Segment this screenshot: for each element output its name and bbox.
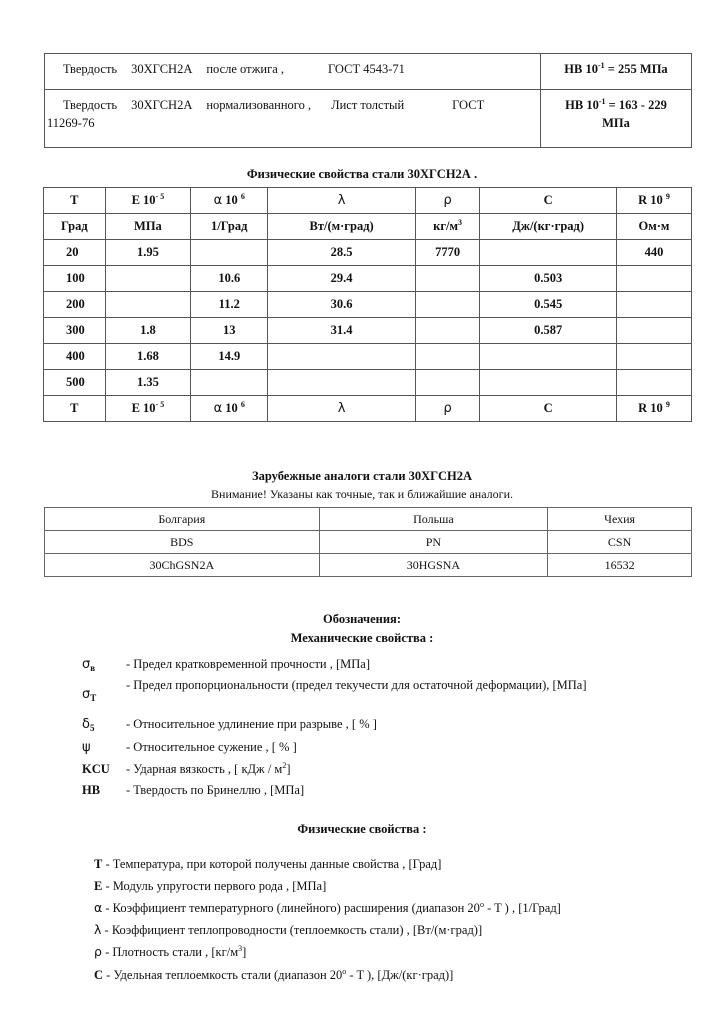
desc-exp: 2	[282, 761, 287, 770]
header-T: T	[44, 188, 106, 214]
header-E-exp: - 5	[155, 192, 165, 201]
legend-item	[94, 900, 561, 916]
symbol-subscript: в	[90, 663, 96, 673]
hb-unit: МПа	[602, 116, 630, 130]
cell-alpha	[191, 370, 268, 396]
hb-value: = 255 МПа	[607, 62, 668, 76]
unit-C: Дж/(кг·град)	[480, 214, 617, 240]
cell-lambda: 31.4	[268, 318, 415, 344]
cell-alpha	[191, 240, 268, 266]
physical-title: Физические свойства стали 30ХГСН2А .	[246, 167, 478, 181]
analogs-note: Внимание! Указаны как точные, так и ближайшие аналоги.	[211, 487, 513, 501]
sigma-symbol: σ	[82, 657, 91, 672]
header-C: C	[480, 188, 617, 214]
lambda-symbol: λ	[94, 922, 102, 937]
legend-desc: - Предел кратковременной прочности , [МПа]	[126, 657, 371, 671]
grade-cell: 16532	[548, 554, 692, 577]
legend-desc	[126, 761, 646, 777]
unit-T: Град	[44, 214, 106, 240]
hardness-value-cell	[541, 90, 692, 148]
cell-T: 20	[44, 240, 106, 266]
table-row	[44, 292, 692, 318]
psi-symbol: ψ	[82, 740, 91, 755]
cell-C: 0.503	[480, 266, 617, 292]
hardness-row	[45, 54, 692, 90]
legend-item	[94, 878, 326, 894]
cell-rho	[415, 292, 480, 318]
unit-E: МПа	[105, 214, 190, 240]
country-cell: Болгария	[45, 508, 320, 531]
unit-rho	[415, 214, 480, 240]
table-row	[44, 344, 692, 370]
hardness-state: нормализованного ,	[206, 98, 312, 112]
country-cell: Польша	[319, 508, 548, 531]
legend-item	[94, 856, 441, 872]
cell-lambda: 29.4	[268, 266, 415, 292]
hardness-desc-cell	[45, 90, 541, 148]
header-E	[105, 188, 190, 214]
table-row	[44, 370, 692, 396]
hardness-value-cell	[541, 54, 692, 90]
table-row	[45, 554, 692, 577]
unit-rho-exp: 3	[458, 218, 463, 227]
cell-R	[616, 292, 691, 318]
legend-desc-end: - T ), [Дж/(кг·град)]	[346, 968, 454, 982]
unit-alpha: 1/Град	[191, 214, 268, 240]
legend-item	[94, 944, 246, 960]
legend-symbol: KCU	[82, 762, 110, 776]
legend-desc-end: ]	[242, 945, 247, 959]
footer-C: C	[480, 396, 617, 422]
gost-ref: ГОСТ 4543-71	[328, 62, 405, 76]
legend-symbol	[82, 656, 122, 673]
cell-rho: 7770	[415, 240, 480, 266]
cell-E	[105, 266, 190, 292]
cell-R: 440	[616, 240, 691, 266]
footer-E-exp: - 5	[155, 400, 165, 409]
standard-cell: CSN	[548, 531, 692, 554]
cell-C	[480, 344, 617, 370]
legend-symbol	[82, 739, 122, 756]
cell-R	[616, 318, 691, 344]
alpha-symbol: α	[94, 900, 103, 915]
legend-desc: - Модуль упругости первого рода , [МПа]	[102, 879, 327, 893]
cell-rho	[415, 344, 480, 370]
legend-desc-end: - T ) , [1/Град]	[483, 901, 561, 915]
steel-grade: 30ХГСН2А	[131, 62, 193, 76]
cell-T: 200	[44, 292, 106, 318]
cell-E	[105, 292, 190, 318]
cell-rho	[415, 266, 480, 292]
footer-R-exp: 9	[665, 400, 670, 409]
alpha-symbol: α	[213, 401, 223, 416]
hardness-label: Твердость	[63, 62, 118, 76]
cell-alpha: 14.9	[191, 344, 268, 370]
cell-R	[616, 370, 691, 396]
physical-header-row	[44, 188, 692, 214]
legend-symbol: E	[94, 879, 103, 893]
cell-E: 1.35	[105, 370, 190, 396]
physical-table	[43, 187, 692, 422]
cell-E: 1.68	[105, 344, 190, 370]
legend-desc: - Коэффициент теплопроводности (теплоемкость стали) , [Вт/(м·град)]	[101, 923, 483, 937]
cell-rho	[415, 370, 480, 396]
header-rho	[415, 188, 480, 214]
footer-rho	[415, 396, 480, 422]
legend-desc: - Плотность стали , [кг/м	[101, 945, 239, 959]
hb-value: = 163 - 229	[608, 98, 667, 112]
grade-cell: 30HGSNA	[319, 554, 548, 577]
cell-T: 500	[44, 370, 106, 396]
footer-R	[616, 396, 691, 422]
legend-desc-end: ]	[286, 762, 291, 776]
legend-item	[94, 967, 453, 983]
legend-title: Обозначения:	[323, 612, 401, 626]
hardness-row	[45, 90, 692, 148]
legend-symbol	[82, 716, 122, 733]
legend-desc: - Относительное сужение , [ % ]	[126, 740, 297, 754]
cell-T: 300	[44, 318, 106, 344]
steel-grade: 30ХГСН2А	[131, 98, 193, 112]
footer-T: T	[44, 396, 106, 422]
analogs-title: Зарубежные аналоги стали 30ХГСН2А	[251, 469, 472, 483]
legend-symbol	[82, 686, 122, 703]
hardness-state: после отжига ,	[206, 62, 285, 76]
header-R-label: R 10	[638, 193, 663, 207]
header-E-label: E 10	[131, 193, 156, 207]
product-form: Лист толстый	[331, 98, 405, 112]
grade-cell: 30ChGSN2A	[45, 554, 320, 577]
cell-E: 1.8	[105, 318, 190, 344]
standard-cell: PN	[319, 531, 548, 554]
hb-exp: -1	[598, 97, 606, 106]
rho-symbol: ρ	[443, 193, 452, 208]
header-R	[616, 188, 691, 214]
legend-desc: - Предел пропорциональности (предел текучести для остаточной деформации), [МПа]	[126, 678, 587, 692]
footer-alpha	[191, 396, 268, 422]
cell-C: 0.545	[480, 292, 617, 318]
unit-lambda: Вт/(м·град)	[268, 214, 415, 240]
cell-C	[480, 370, 617, 396]
cell-R	[616, 344, 691, 370]
hardness-table	[44, 53, 692, 148]
alpha-symbol: α	[213, 193, 223, 208]
legend-desc: - Относительное удлинение при разрыве , [ % ]	[126, 717, 377, 731]
header-R-exp: 9	[665, 192, 670, 201]
cell-alpha: 11.2	[191, 292, 268, 318]
hb-prefix: HB 10	[564, 62, 598, 76]
hb-prefix: HB 10	[565, 98, 599, 112]
header-alpha-label: 10	[225, 193, 238, 207]
table-row	[44, 318, 692, 344]
rho-symbol: ρ	[443, 401, 452, 416]
cell-T: 400	[44, 344, 106, 370]
standard-cell: BDS	[45, 531, 320, 554]
mech-title: Механические свойства :	[290, 631, 434, 645]
desc-exp: o	[479, 900, 484, 909]
gost-word: ГОСТ	[452, 98, 485, 112]
symbol-subscript: 5	[89, 723, 95, 733]
phys-legend-title: Физические свойства :	[297, 822, 427, 836]
desc-exp: o	[342, 967, 347, 976]
legend-desc: - Температура, при которой получены данные свойства , [Град]	[102, 857, 442, 871]
sigma-symbol: σ	[82, 687, 91, 702]
lambda-symbol: λ	[337, 193, 346, 208]
gost-number: 11269-76	[47, 116, 95, 130]
cell-alpha: 10.6	[191, 266, 268, 292]
symbol-subscript: T	[90, 693, 97, 703]
delta-symbol: δ	[82, 717, 90, 732]
hardness-desc-cell	[45, 54, 541, 90]
table-row	[44, 266, 692, 292]
cell-C: 0.587	[480, 318, 617, 344]
hardness-label: Твердость	[63, 98, 118, 112]
physical-units-row	[44, 214, 692, 240]
legend-symbol: T	[94, 857, 103, 871]
cell-rho	[415, 318, 480, 344]
footer-lambda	[268, 396, 415, 422]
cell-C	[480, 240, 617, 266]
legend-desc-text: - Ударная вязкость , [ кДж / м	[126, 762, 283, 776]
cell-lambda	[268, 344, 415, 370]
footer-alpha-label: 10	[225, 401, 238, 415]
analogs-table	[44, 507, 692, 577]
cell-T: 100	[44, 266, 106, 292]
cell-alpha: 13	[191, 318, 268, 344]
table-row	[45, 508, 692, 531]
header-lambda	[268, 188, 415, 214]
cell-R	[616, 266, 691, 292]
footer-R-label: R 10	[638, 401, 663, 415]
unit-rho-label: кг/м	[433, 219, 459, 233]
legend-desc: - Коэффициент температурного (линейного) расширения (диапазон 20	[102, 901, 480, 915]
header-alpha-exp: 6	[240, 192, 245, 201]
legend-desc: - Удельная теплоемкость стали (диапазон 20	[103, 968, 343, 982]
cell-lambda: 28.5	[268, 240, 415, 266]
country-cell: Чехия	[548, 508, 692, 531]
cell-lambda: 30.6	[268, 292, 415, 318]
hb-exp: -1	[597, 61, 605, 70]
footer-alpha-exp: 6	[240, 400, 245, 409]
physical-footer-row	[44, 396, 692, 422]
legend-desc: - Твердость по Бринеллю , [МПа]	[126, 783, 305, 797]
desc-exp: 3	[238, 944, 243, 953]
unit-R: Ом·м	[616, 214, 691, 240]
table-row	[44, 240, 692, 266]
footer-E	[105, 396, 190, 422]
lambda-symbol: λ	[337, 401, 346, 416]
header-alpha	[191, 188, 268, 214]
rho-symbol: ρ	[94, 944, 102, 959]
legend-item	[94, 922, 482, 938]
legend-symbol: C	[94, 968, 104, 982]
legend-symbol: HB	[82, 783, 101, 797]
table-row	[45, 531, 692, 554]
cell-lambda	[268, 370, 415, 396]
footer-E-label: E 10	[131, 401, 156, 415]
cell-E: 1.95	[105, 240, 190, 266]
